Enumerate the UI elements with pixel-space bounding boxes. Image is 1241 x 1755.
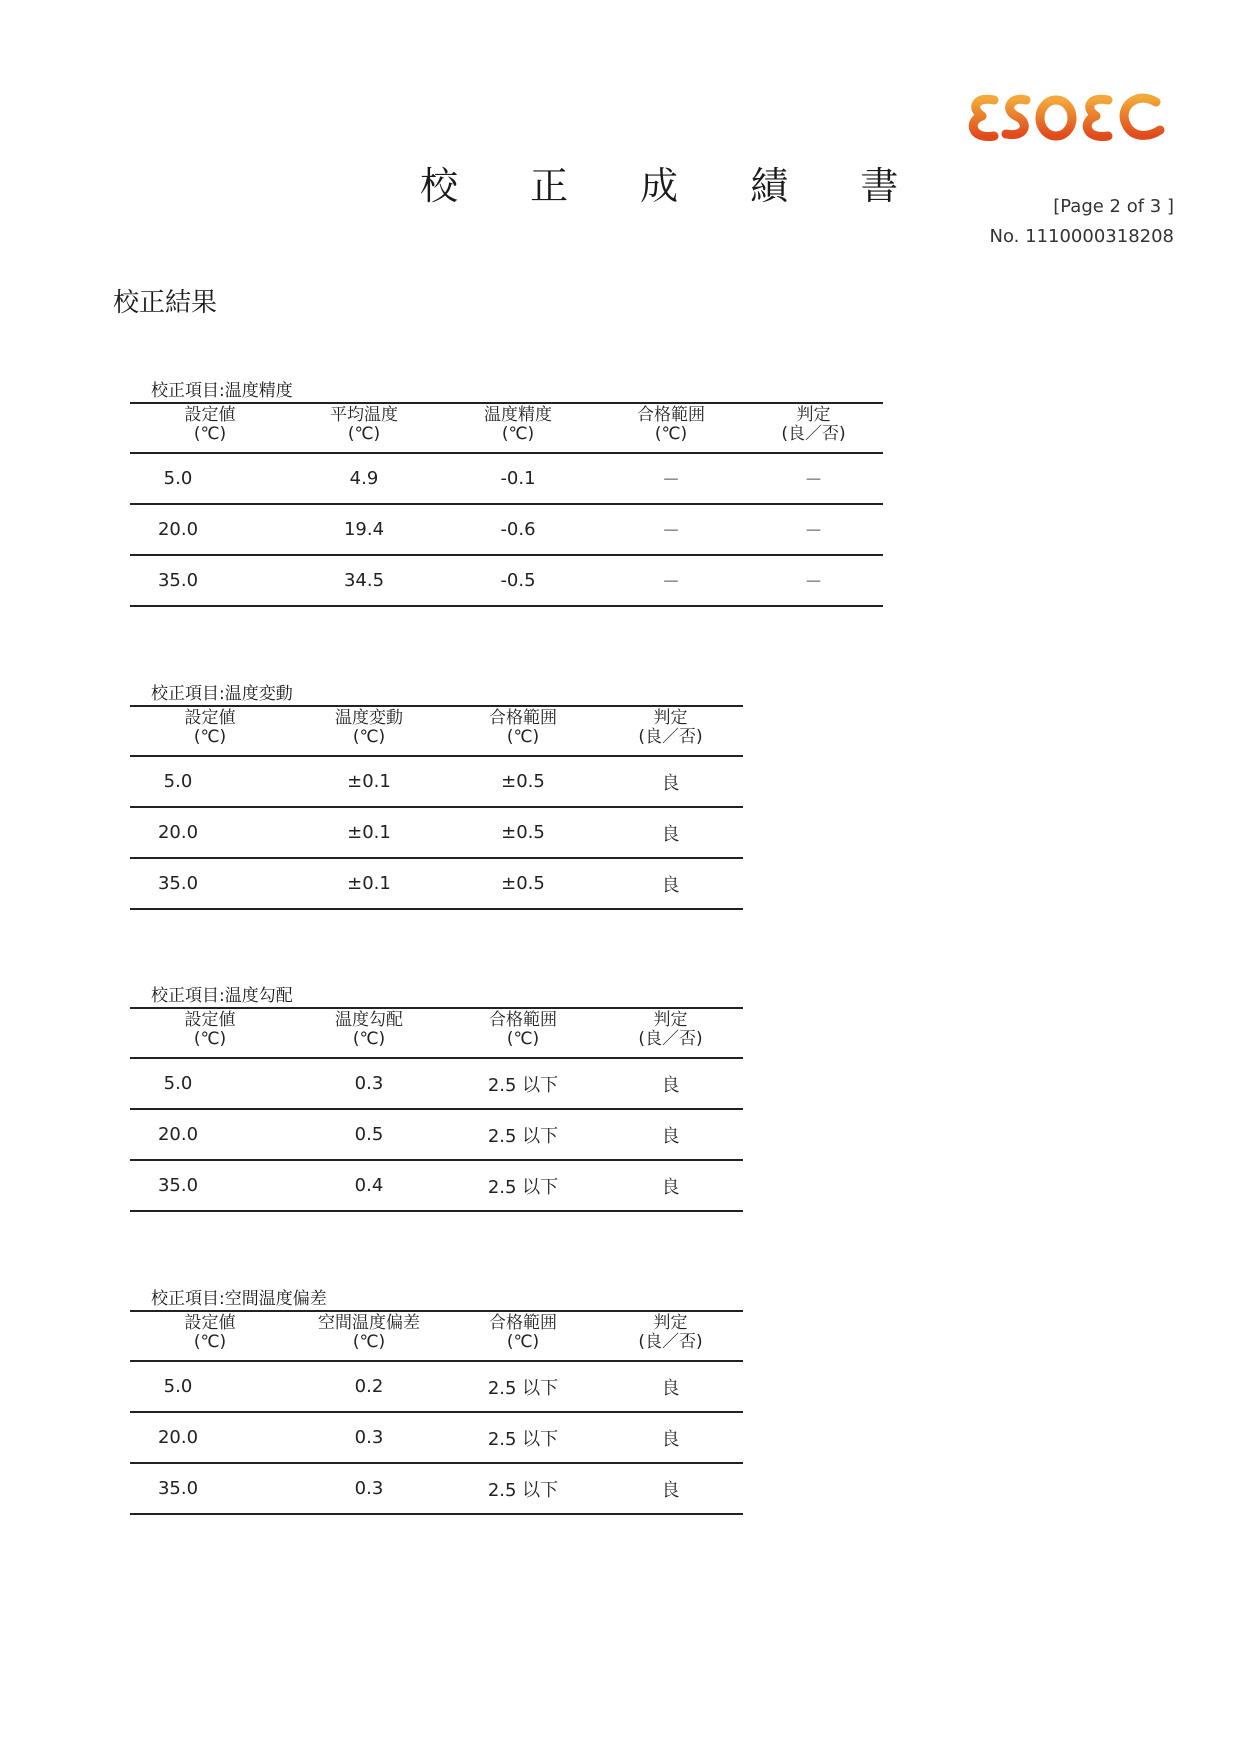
table-cell: 良 (598, 1412, 743, 1463)
table-cell: － (804, 571, 823, 593)
table-cell: 4.9 (290, 453, 438, 504)
calibration-item-accuracy (130, 380, 883, 607)
table-header-row (130, 1311, 743, 1361)
spatial-deviation-table (130, 1310, 743, 1515)
table-cell: 20.0 (130, 1412, 290, 1463)
table-row (130, 453, 883, 504)
table-cell: 34.5 (343, 570, 385, 591)
espec-logo (960, 78, 1180, 178)
table-cell: 0.3 (354, 1478, 384, 1499)
column-header: 合格範囲 (℃) (448, 1008, 598, 1058)
table-cell: － (662, 571, 680, 593)
column-header: 判定 (良／否) (598, 1311, 743, 1361)
table-cell: ±0.1 (290, 807, 448, 858)
fluctuation-table (130, 705, 743, 910)
table-cell: 良 (661, 1176, 680, 1198)
table-cell: 35.0 (157, 570, 199, 591)
calibration-item-fluctuation (130, 683, 743, 910)
table-cell: ±0.1 (347, 873, 391, 894)
table-cell: 0.4 (354, 1175, 384, 1196)
table-cell: 35.0 (157, 1175, 199, 1196)
table-cell: － (744, 453, 883, 504)
table-row (130, 1412, 743, 1463)
table-cell: 良 (598, 807, 743, 858)
table-cell: -0.1 (438, 453, 598, 504)
table-cell: ±0.5 (448, 756, 598, 807)
table-cell: 0.3 (290, 1058, 448, 1109)
page-indicator: [Page 2 of 3 ] (1053, 196, 1174, 217)
table-cell: 5.0 (130, 756, 290, 807)
table-cell: ±0.1 (290, 756, 448, 807)
table-row (130, 1160, 743, 1211)
section-heading: 校正結果 (113, 288, 218, 318)
item-caption: 校正項目:温度精度 (151, 381, 293, 401)
table-header-row (130, 1008, 743, 1058)
table-cell: 2.5 以下 (487, 1479, 559, 1501)
column-header: 判定 (良／否) (744, 403, 883, 453)
table-cell: － (744, 504, 883, 555)
item-caption: 校正項目:温度変動 (151, 684, 293, 704)
table-cell: 35.0 (157, 873, 199, 894)
table-row (130, 858, 743, 909)
table-cell: 20.0 (130, 1109, 290, 1160)
item-caption: 校正項目:温度勾配 (151, 986, 293, 1006)
column-header: 温度勾配 (℃) (290, 1008, 448, 1058)
table-row (130, 504, 883, 555)
column-header: 温度精度 (℃) (438, 403, 598, 453)
accuracy-table (130, 402, 883, 607)
table-cell: 0.2 (290, 1361, 448, 1412)
table-cell: 良 (598, 1361, 743, 1412)
column-header: 設定値 (℃) (130, 403, 290, 453)
table-cell: 良 (661, 874, 680, 896)
table-row (130, 756, 743, 807)
column-header: 設定値 (℃) (130, 706, 290, 756)
table-cell: 0.5 (290, 1109, 448, 1160)
table-row (130, 1058, 743, 1109)
table-cell: 19.4 (290, 504, 438, 555)
column-header: 合格範囲 (℃) (448, 1311, 598, 1361)
certificate-number: No. 1110000318208 (989, 226, 1174, 247)
gradient-table (130, 1007, 743, 1212)
column-header: 合格範囲 (℃) (598, 403, 744, 453)
table-cell: 35.0 (157, 1478, 199, 1499)
table-cell: 20.0 (130, 504, 290, 555)
table-cell: 良 (598, 756, 743, 807)
table-cell: － (598, 504, 744, 555)
table-cell: 2.5 以下 (448, 1361, 598, 1412)
table-cell: 2.5 以下 (487, 1176, 559, 1198)
table-cell: 0.3 (290, 1412, 448, 1463)
column-header: 温度変動 (℃) (290, 706, 448, 756)
column-header: 合格範囲 (℃) (448, 706, 598, 756)
column-header: 判定 (良／否) (598, 1008, 743, 1058)
item-caption: 校正項目:空間温度偏差 (151, 1289, 327, 1309)
column-header: 設定値 (℃) (130, 1311, 290, 1361)
table-row (130, 1361, 743, 1412)
calibration-item-gradient (130, 985, 743, 1212)
table-cell: ±0.5 (501, 873, 545, 894)
table-cell: 5.0 (130, 453, 290, 504)
calibration-item-spatial-deviation (130, 1288, 743, 1515)
column-header: 平均温度 (℃) (290, 403, 438, 453)
table-row (130, 555, 883, 606)
document-title: 校 正 成 績 書 (420, 164, 929, 208)
table-cell: 20.0 (130, 807, 290, 858)
table-cell: 良 (661, 1479, 680, 1501)
table-cell: － (598, 453, 744, 504)
table-cell: 良 (598, 1058, 743, 1109)
table-cell: -0.6 (438, 504, 598, 555)
table-cell: 2.5 以下 (448, 1109, 598, 1160)
column-header: 判定 (良／否) (598, 706, 743, 756)
table-header-row (130, 706, 743, 756)
table-cell: 良 (598, 1109, 743, 1160)
table-cell: 5.0 (130, 1361, 290, 1412)
table-cell: 2.5 以下 (448, 1412, 598, 1463)
logo-text: ESPEC (960, 78, 964, 79)
table-row (130, 1109, 743, 1160)
column-header: 空間温度偏差 (℃) (290, 1311, 448, 1361)
table-cell: 5.0 (130, 1058, 290, 1109)
table-row (130, 1463, 743, 1514)
table-cell: 2.5 以下 (448, 1058, 598, 1109)
table-cell: -0.5 (500, 570, 536, 591)
table-cell: ±0.5 (448, 807, 598, 858)
column-header: 設定値 (℃) (130, 1008, 290, 1058)
table-header-row (130, 403, 883, 453)
table-row (130, 807, 743, 858)
